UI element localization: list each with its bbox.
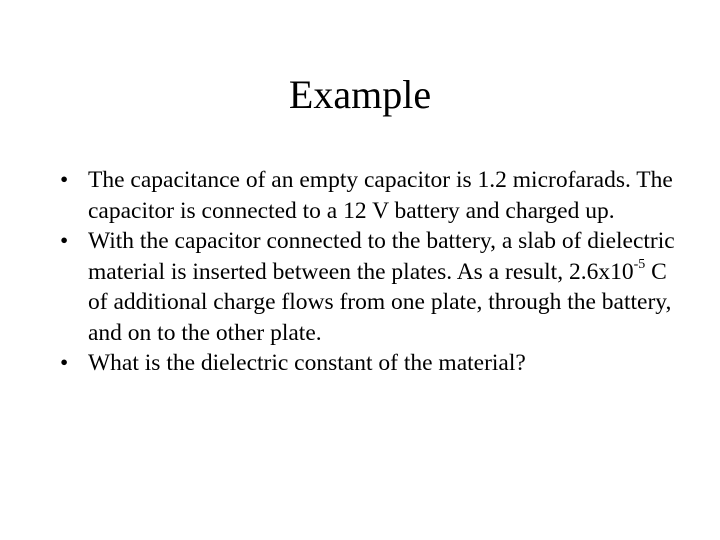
- slide-title: Example: [288, 72, 432, 117]
- bullet-text: The capacitance of an empty capacitor is 1.2 microfarads. The capacitor is connected to a 12 V battery and charged up.: [88, 167, 673, 224]
- bullet-item: [60, 165, 690, 226]
- bullet-text-part-2: C of additional charge flows from one plate, through the battery, and on to the other plate.: [88, 258, 672, 346]
- bullet-item: [60, 348, 690, 379]
- exponent-text: -5: [633, 256, 646, 272]
- bullet-marker: •: [60, 167, 69, 193]
- bullet-marker: •: [60, 228, 69, 254]
- bullet-marker: •: [60, 350, 69, 376]
- bullet-item: [60, 226, 690, 348]
- bullet-text: What is the dielectric constant of the material?: [88, 350, 526, 376]
- bullet-text-part-1: With the capacitor connected to the battery, a slab of dielectric material is inserted between the plates. As a result, 2.6x10: [88, 228, 675, 285]
- bullet-list: [60, 165, 690, 379]
